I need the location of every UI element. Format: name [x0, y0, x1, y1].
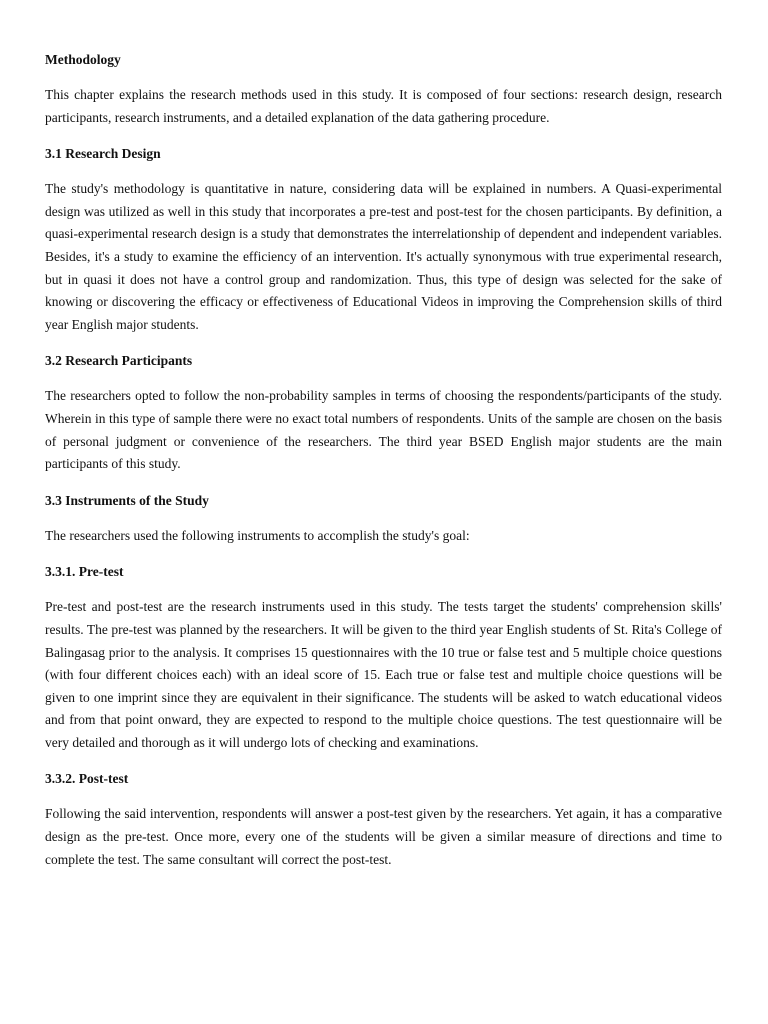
section-heading-instruments: 3.3 Instruments of the Study [45, 492, 209, 508]
instruments-paragraph: The researchers used the following instruments to accomplish the study's goal: [45, 527, 470, 543]
document-title: Methodology [45, 52, 121, 67]
intro-paragraph: This chapter explains the research methods used in this study. It is composed of four sections: research design, research participants, research instruments, and a detailed explanation of the data gathering procedure. [45, 87, 722, 125]
pre-test-paragraph: Pre-test and post-test are the research instruments used in this study. The tests target the students' comprehension skills' results. The pre-test was planned by the researchers. It will be given to the third year English students of St. Rita's College of Balingasag prior to the analysis. It comprises 15 questionnaires with the 10 true or false test and 5 multiple choice questions (with four different choices each) with an ideal score of 15. Each true or false test and multiple choice questions will be given to one imprint since they are equivalent in their significance. The students will be asked to watch educational videos and from that point onward, they are expected to respond to the multiple choice questions. The test questionnaire will be very detailed and thorough as it will undergo lots of checking and examinations. [45, 599, 722, 750]
section-heading-research-design: 3.1 Research Design [45, 146, 161, 162]
research-participants-paragraph: The researchers opted to follow the non-probability samples in terms of choosing the respondents/participants of the study. Wherein in this type of sample there were no exact total numbers of respondents. Units of the sample are chosen on the basis of personal judgment or convenience of the researchers. The third year BSED English major students are the main participants of this study. [45, 388, 722, 472]
section-heading-post-test: 3.3.2. Post-test [45, 771, 129, 787]
research-design-paragraph: The study's methodology is quantitative in nature, considering data will be explained in numbers. A Quasi-experimental design was utilized as well in this study that incorporates a pre-test and post-test for the chosen participants. By definition, a quasi-experimental research design is a study that demonstrates the interrelationship of dependent and independent variables. Besides, it's a study to examine the efficiency of an intervention. It's actually synonymous with true experimental research, but in quasi it does not have a control group and randomization. Thus, this type of design was selected for the sake of knowing or discovering the efficacy or effectiveness of Educational Videos in improving the Comprehension skills of third year English major students. [45, 181, 722, 332]
section-heading-pre-test: 3.3.1. Pre-test [45, 564, 124, 580]
post-test-paragraph: Following the said intervention, respondents will answer a post-test given by the researchers. Yet again, it has a comparative design as the pre-test. Once more, every one of the students will be given a similar measure of directions and time to complete the test. The same consultant will correct the post-test. [45, 806, 722, 867]
document-page [45, 48, 722, 884]
section-heading-research-participants: 3.2 Research Participants [45, 353, 193, 369]
